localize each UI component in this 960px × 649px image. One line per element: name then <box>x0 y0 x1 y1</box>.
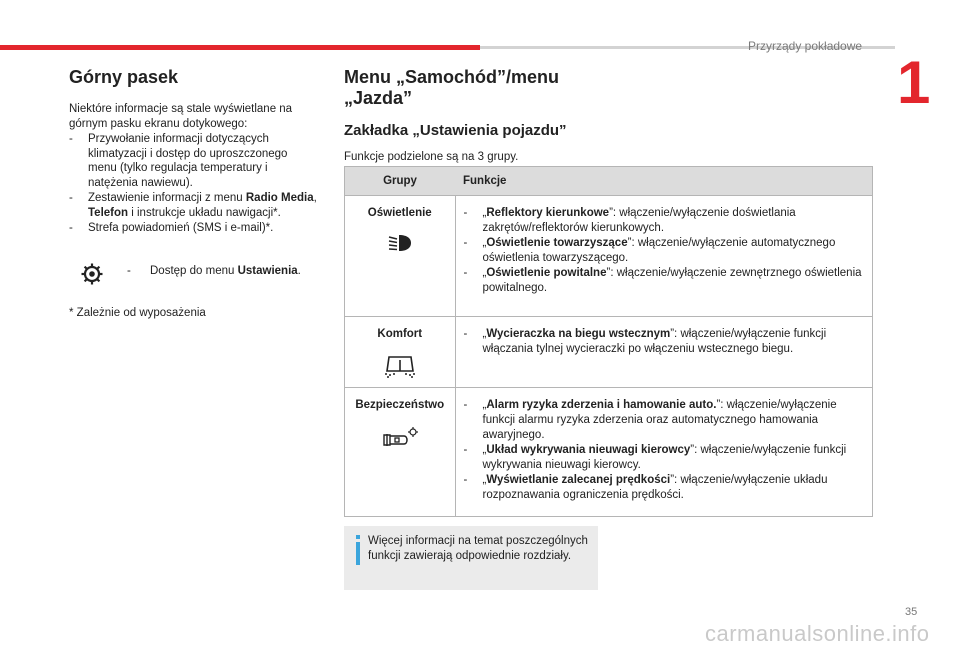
group-name: Komfort <box>377 328 423 340</box>
group-name: Bezpieczeństwo <box>355 399 445 411</box>
list-item: - Zestawienie informacji z menu Radio Media, Telefon i instrukcje układu nawigacji*. <box>69 192 317 220</box>
right-intro: Funkcje podzielone są na 3 grupy. <box>344 151 519 164</box>
right-subtitle: Zakładka „Ustawienia pojazdu” <box>344 122 567 140</box>
list-item: - „Oświetlenie powitalne”: włączenie/wyłączenie zewnętrznego oświetlenia powitalnego. <box>463 266 862 294</box>
list-item-text: Strefa powiadomień (SMS i e-mail)*. <box>88 222 274 235</box>
left-intro: Niektóre informacje są stale wyświetlane na górnym pasku ekranu dotykowego: <box>69 102 293 130</box>
table-header-row <box>345 167 873 196</box>
list-item: - Przywołanie informacji dotyczących klimatyzacji i dostęp do uproszczonego menu (tylko regulacja temperatury i natężenia nawiewu). <box>69 132 288 190</box>
list-item: - Strefa powiadomień (SMS i e-mail)*. <box>69 222 274 235</box>
list-item-text: Przywołanie informacji dotyczących klimatyzacji i dostęp do uproszczonego menu (tylko regulacja temperatury i natężenia nawiewu). <box>88 132 288 190</box>
info-icon <box>353 535 363 565</box>
car-safety-icon <box>380 425 420 451</box>
list-item: - „Alarm ryzyka zderzenia i hamowanie auto.”: włączenie/wyłączenie funkcji alarmu ryzyka zderzenia oraz automatycznego hamowania awaryjnego. <box>463 399 837 441</box>
column-header-groups: Grupy <box>345 167 456 196</box>
wiper-icon <box>383 354 417 378</box>
info-text: Więcej informacji na temat poszczególnych funkcji zawierają odpowiednie rozdziały. <box>368 535 588 562</box>
chapter-number: 1 <box>897 49 931 116</box>
column-header-functions: Funkcje <box>455 167 873 196</box>
footnote: * Zależnie od wyposażenia <box>69 307 206 319</box>
list-item: - „Reflektory kierunkowe”: włączenie/wyłączenie doświetlania zakrętów/reflektorów kierunkowych. <box>463 207 796 234</box>
headlight-icon <box>387 233 413 253</box>
top-bar-list <box>69 132 319 237</box>
header-red-bar <box>0 45 480 50</box>
list-item: - „Wyświetlanie zalecanej prędkości”: włączenie/wyłączenie układu rozpoznawania ograniczenia prędkości. <box>463 473 828 501</box>
right-title: Menu „Samochód”/menu „Jazda” <box>344 67 560 108</box>
settings-row <box>80 262 320 292</box>
table-row <box>345 196 873 317</box>
info-box <box>344 526 598 590</box>
group-name: Oświetlenie <box>367 207 432 219</box>
left-title: Górny pasek <box>69 67 179 87</box>
functions-table <box>344 166 873 517</box>
list-item: - „Układ wykrywania nieuwagi kierowcy”: włączenie/wyłączenie funkcji wykrywania nieuwagi kierowcy. <box>463 443 847 471</box>
table-row <box>345 388 873 517</box>
gear-icon <box>80 262 104 286</box>
left-column <box>69 67 319 236</box>
list-item: - „Oświetlenie towarzyszące”: włączenie/wyłączenie automatycznego oświetlenia towarzyszącego. <box>463 236 836 264</box>
page-number: 35 <box>905 606 918 618</box>
section-header: Przyrządy pokładowe <box>748 39 863 53</box>
right-column <box>344 67 874 163</box>
table-row <box>345 317 873 388</box>
settings-text: - Dostęp do menu Ustawienia. <box>127 265 301 277</box>
watermark: carmanualsonline.info <box>705 621 930 646</box>
list-item: - „Wycieraczka na biegu wstecznym”: włączenie/wyłączenie funkcji włączania tylnej wycieraczki po włączeniu wstecznego biegu. <box>463 328 827 355</box>
